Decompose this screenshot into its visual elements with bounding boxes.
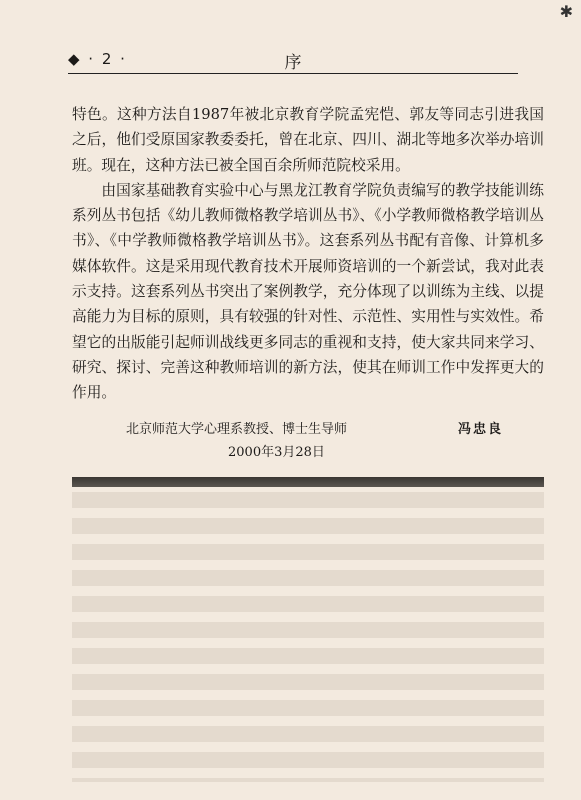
paragraph-continued: 特色。这种方法自1987年被北京教育学院孟宪恺、郭友等同志引进我国之后，他们受原国家教委委托，曾在北京、四川、湖北等地多次举办培训班。现在，这种方法已被全国百余所师范院校采用。 bbox=[72, 106, 544, 174]
header-rule bbox=[68, 73, 518, 74]
page-number: ◆ · 2 · bbox=[68, 50, 127, 68]
section-title: 序 bbox=[284, 53, 302, 73]
signature-date: 2000年3月28日 bbox=[228, 445, 325, 460]
signature-name: 冯忠良 bbox=[458, 422, 504, 437]
signature-line bbox=[126, 418, 546, 437]
page-header bbox=[68, 46, 518, 76]
paragraph: 由国家基础教育实验中心与黑龙江教育学院负责编写的教学技能训练系列丛书包括《幼儿教师微格教学培训丛书》、《小学教师微格教学培训丛书》、《中学教师微格教学培训丛书》。这套系列丛书配有音像、计算机多媒体软件。这是采用现代教育技术开展师资培训的一个新尝试，我对此表示支持。这套系列丛书突出了案例教学，充分体现了以训练为主线、以提高能力为目标的原则，具有较强的针对性、示范性、实用性与实效性。希望它的出版能引起师训战线更多同志的重视和支持，使大家共同来学习、研究、探讨、完善这种教师培训的新方法，使其在师训工作中发挥更大的作用。 bbox=[72, 181, 544, 402]
divider-bar bbox=[72, 477, 544, 487]
show-through-bleed bbox=[72, 492, 544, 782]
body-text bbox=[72, 102, 544, 406]
corner-mark: ✱ bbox=[559, 2, 573, 21]
signature-affiliation: 北京师范大学心理系教授、博士生导师 bbox=[126, 422, 348, 437]
